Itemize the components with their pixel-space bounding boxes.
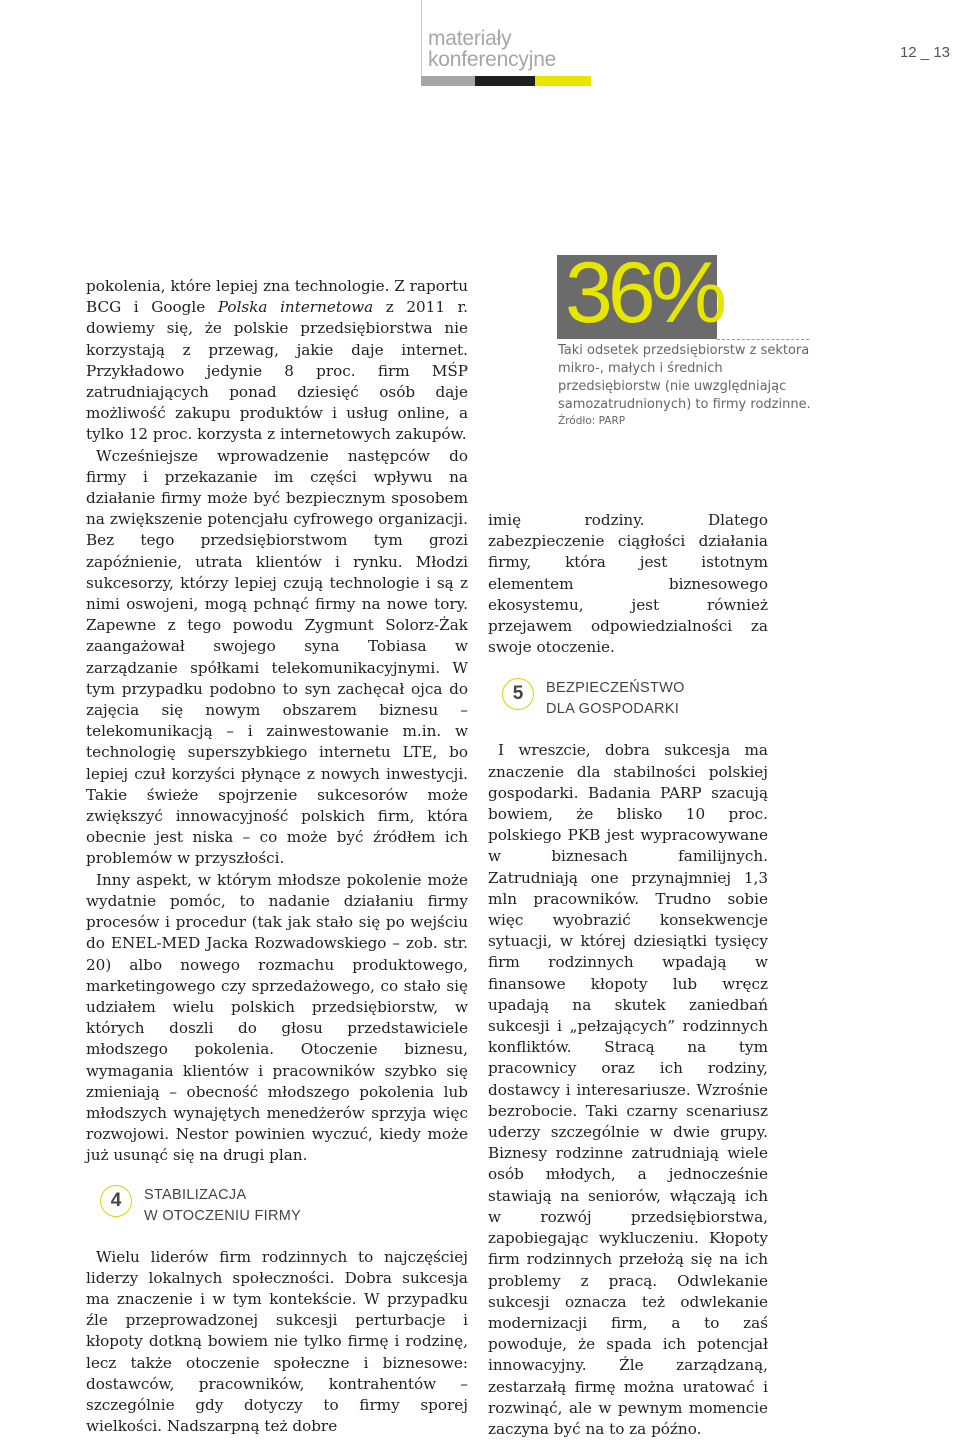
header-bar-yellow	[535, 76, 591, 86]
section-number-circle: 5	[502, 678, 534, 710]
stat-value: 36%	[565, 245, 723, 341]
publication-title-line2: konferencyjne	[428, 48, 557, 71]
article-paragraph: Wcześniejsze wprowadzenie następców do firmy i przekazanie im części wpływu na działanie firmy może być bezpiecznym sposobem na zwiększenie potencjału cyfrowego organizacji. Bez tego przedsiębiorstwom tym grozi zapóźnienie, utrata klientów i rynku. Młodzi sukcesorzy, którzy lepiej czują technologie i są z nimi oswojeni, mogą pchnąć firmy na nowe tory. Zapewne z tego powodu Zygmunt Solorz-Żak zaangażował swojego syna Tobiasa w zarządzanie spółkami telekomunikacyjnymi. W tym przypadku podobno to syn zachęcał ojca do zajęcia się nowym obszarem biznesu – telekomunikacją – i zainwestowanie m.in. w technologię superszybkiego internetu LTE, bo lepiej czuł korzyści płynące z nowych inwestycji. Takie świeże spojrzenie sukcesorów może zwiększyć innowacyjność polskich firm, która obecnie jest niska – co może być źródłem ich problemów w przyszłości.	[86, 446, 468, 868]
publication-title-line1: materiały	[428, 27, 512, 50]
page-number: 12 _ 13	[899, 44, 950, 61]
section-title: BEZPIECZEŃSTWO DLA GOSPODARKI	[546, 680, 685, 718]
report-title: Polska internetowa	[217, 298, 374, 317]
stat-dashed-line	[717, 339, 809, 340]
article-paragraph: I wreszcie, dobra sukcesja ma znaczenie dla stabilności polskiej gospodarki. Badania PARP szacują bowiem, że blisko 10 proc. polskiego PKB jest wypracowywane w biznesach familijnych. Zatrudniają one przynajmniej 1,3 mln pracowników. Trudno sobie więc wyobrazić konsekwencje sytuacji, w której dziesiątki tysięcy firm rodzinnych wpadają w finansowe kłopoty lub wręcz upadają na skutek zaniedbań sukcesji i „pełzających” rodzinnych konfliktów. Stracą na tym pracownicy oraz ich rodziny, dostawcy i interesariusze. Wzrośnie bezrobocie. Taki czarny scenariusz uderzy szczególnie w dwie grupy. Biznesy rodzinne zatrudniają wiele osób młodych, a jednocześnie stawiają na seniorów, włączają ich w rozwój przedsiębiorstwa, zapobiegając wykluczeniu. Kłopoty firm rodzinnych przełożą się na ich problemy z pracą. Odwlekanie sukcesji oznacza też odwlekanie modernizacji firm, a to zaś powoduje, że spada ich potencjał innowacyjny. Źle zarządzaną, zestarzałą firmę można uratować i rozwinąć, ale w pewnym momencie zaczyna być na to za późno.	[488, 741, 768, 1438]
stat-caption: Taki odsetek przedsiębiorstw z sektora mikro-, małych i średnich przedsiębiorstw (nie uwzględniając samozatrudnionych) to firmy rodzinne.	[558, 343, 811, 412]
section-4-heading	[100, 1185, 468, 1227]
article-paragraph: Wielu liderów firm rodzinnych to najczęściej liderzy lokalnych społeczności. Dobra sukcesja ma znaczenie i w tym kontekście. W przypadku źle przeprowadzonej sukcesji perturbacje i kłopoty dotkną bowiem nie tylko firmę i rodzinę, lecz także otoczenie społeczne i biznesowe: dostawców, pracowników, kontrahentów – szczególnie gdy dotyczy to firmy sporej wielkości. Nadszarpną też dobre	[86, 1247, 468, 1436]
section-title: STABILIZACJA W OTOCZENIU FIRMY	[144, 1186, 302, 1224]
publication-title	[428, 28, 556, 70]
section-5-heading	[502, 678, 768, 720]
header-color-bars	[421, 76, 591, 86]
header-bar-black	[475, 76, 535, 86]
article-paragraph: pokolenia, które lepiej zna technologie. Z raportu BCG i Google Polska internetowa z 2011 r. dowiemy się, że polskie przedsiębiorstwa nie korzystają z przewag, jakie daje internet. Przykładowo jedynie 8 proc. firm MŚP zatrudniających ponad dziesięć osób daje możliwość zakupu produktów i usług online, a tylko 12 proc. korzysta z internetowych zakupów.	[86, 277, 468, 444]
section-number-circle: 4	[100, 1185, 132, 1217]
header-bar-gray	[421, 76, 475, 86]
article-paragraph: imię rodziny. Dlatego zabezpieczenie ciągłości działania firmy, która jest istotnym elementem biznesowego ekosystemu, jest również przejawem odpowiedzialności za swoje otoczenie.	[488, 511, 768, 657]
stat-source: Źródło: PARP	[558, 415, 626, 427]
right-column	[488, 510, 768, 1440]
left-column	[86, 276, 468, 1437]
article-paragraph: Inny aspekt, w którym młodsze pokolenie może wydatnie pomóc, to nadanie działaniu firmy procesów i procedur (tak jak stało się po wejściu do ENEL-MED Jacka Rozwadowskiego – zob. str. 20) albo nowego rozmachu produktowego, marketingowego czy sprzedażowego, co stało się udziałem wielu polskich przedsiębiorstw, w których doszli do głosu przedstawiciele młodszego pokolenia. Otoczenie biznesu, wymagania klientów i pracowników szybko się zmieniają – obecność młodszego pokolenia lub młodszych wynajętych menedżerów sprzyja więc rozwojowi. Nestor powinien wyczuć, kiedy może już usunąć się na drugi plan.	[86, 870, 468, 1165]
